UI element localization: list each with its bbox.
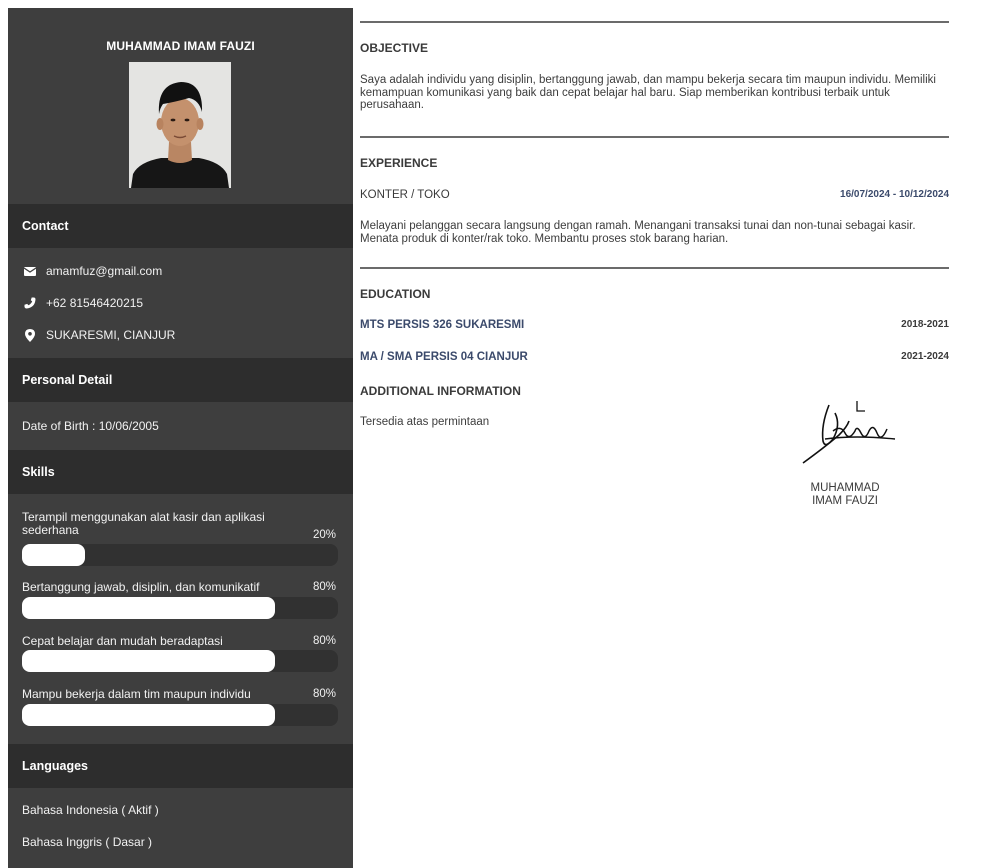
date-of-birth: Date of Birth : 10/06/2005 [22, 419, 159, 433]
email-icon [22, 264, 38, 278]
experience-dates: 16/07/2024 - 10/12/2024 [840, 189, 949, 200]
sidebar [8, 8, 353, 868]
skill-bar-fill [22, 704, 275, 726]
education-school: MA / SMA PERSIS 04 CIANJUR [360, 351, 528, 363]
skill-label [22, 511, 322, 537]
experience-description: Melayani pelanggan secara langsung dengan ramah. Menangani transaksi tunai dan non-tunai sebagai kasir. Menata produk di konter/rak toko. Membantu proses stok barang harian. [360, 220, 916, 245]
education-heading: EDUCATION [360, 287, 431, 301]
objective-heading: OBJECTIVE [360, 41, 429, 55]
email-text[interactable]: amamfuz@gmail.com [46, 264, 163, 278]
contact-address [22, 326, 175, 344]
experience-role: KONTER / TOKO [360, 189, 450, 201]
languages-header: Languages [8, 744, 353, 788]
education-school: MTS PERSIS 326 SUKARESMI [360, 319, 525, 331]
objective-text: Saya adalah individu yang disiplin, bertanggung jawab, dan mampu bekerja secara tim maupun individu. Memiliki kemampuan komunikasi yang baik dan cepat belajar hal baru. Siap memberikan kontribusi terbaik untuk perusahaan. [360, 74, 936, 111]
divider [360, 136, 949, 138]
skill-label: Cepat belajar dan mudah beradaptasi [22, 634, 223, 648]
additional-info-heading: ADDITIONAL INFORMATION [360, 384, 521, 398]
skill-label-text: Terampil menggunakan alat kasir dan aplikasi sederhana [22, 510, 265, 537]
skill-percent: 80% [313, 581, 337, 593]
profile-photo [129, 62, 231, 188]
signature-image [795, 395, 905, 470]
phone-icon [22, 296, 38, 310]
contact-email[interactable] [22, 262, 162, 280]
skills-header: Skills [8, 450, 353, 494]
skill-bar-fill [22, 597, 275, 619]
divider [360, 21, 949, 23]
signature-name-line1: MUHAMMAD [810, 482, 880, 494]
signature-name [790, 482, 900, 508]
contact-header: Contact [8, 204, 353, 248]
divider [360, 267, 949, 269]
skill-label: Bertanggung jawab, disiplin, dan komunikatif [22, 580, 260, 594]
phone-text[interactable]: +62 81546420215 [46, 296, 144, 310]
skill-bar [22, 597, 338, 619]
skill-percent: 80% [313, 688, 337, 700]
personal-detail-header: Personal Detail [8, 358, 353, 402]
skill-bar-fill [22, 544, 85, 566]
education-years: 2021-2024 [901, 351, 949, 362]
address-text: SUKARESMI, CIANJUR [46, 328, 176, 342]
skill-bar [22, 704, 338, 726]
education-years: 2018-2021 [901, 319, 949, 330]
experience-heading: EXPERIENCE [360, 156, 438, 170]
signature-name-line2: IMAM FAUZI [812, 495, 878, 507]
skill-percent: 20% [313, 529, 337, 541]
skill-label: Mampu bekerja dalam tim maupun individu [22, 687, 251, 701]
language-item: Bahasa Inggris ( Dasar ) [22, 835, 153, 849]
contact-phone[interactable] [22, 294, 143, 312]
profile-name: MUHAMMAD IMAM FAUZI [106, 39, 255, 53]
location-icon [22, 328, 38, 342]
additional-info-text: Tersedia atas permintaan [360, 416, 490, 428]
skill-percent: 80% [313, 635, 337, 647]
language-item: Bahasa Indonesia ( Aktif ) [22, 803, 159, 817]
skill-bar [22, 650, 338, 672]
skill-bar-fill [22, 650, 275, 672]
skill-bar [22, 544, 338, 566]
